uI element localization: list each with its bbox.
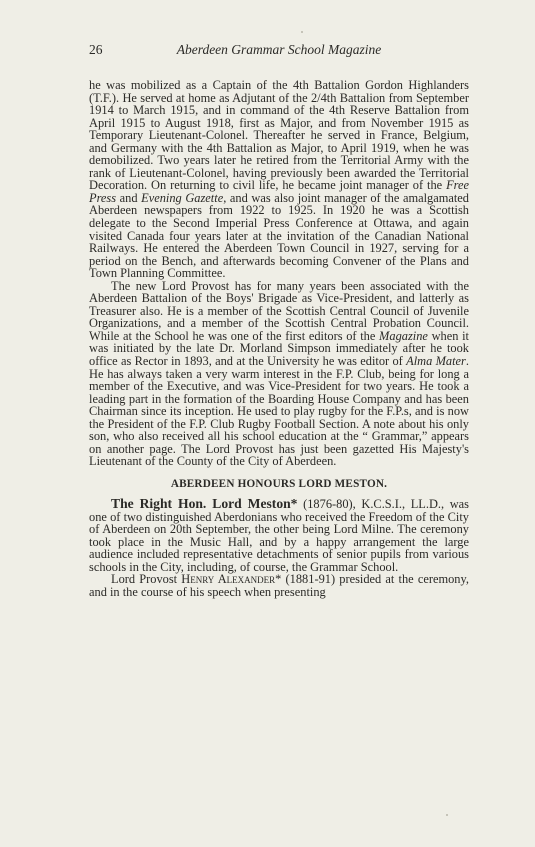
text-run: when it was initiated by the late Dr. Morland Simpson immediately after he took office as Rector in 1893, and at the University he was editor of: [89, 328, 470, 369]
paper-speck: [446, 814, 448, 816]
publication-title-magazine: Magazine: [379, 328, 428, 343]
paragraph-civic-activities: [89, 280, 469, 468]
text-run: . He has always taken a very warm interest in the F.P. Club, being for long a member of the Executive, and was Vice-President for two years. He took a leading part in the formation of the Boarding House Company and has been Chairman since its inception. He used to play rugby for the F.P.s, and is now the President of the F.P. Club Rugby Football Section. A note about his only son, who also received all his school education at the “ Grammar,” appears on another page. The Lord Provost has just been gazetted His Majesty's Lieutenant of the County of the City of Aberdeen.: [89, 354, 469, 469]
text-run: and: [116, 190, 142, 205]
paragraph-lord-provost: [89, 573, 469, 598]
paper-speck: [301, 31, 303, 33]
text-run: (1876-80), K.C.S.I., LL.D., was one of two distinguished Aberdonians who received the Freedom of the City of Aberdeen on 20th September, the other being Lord Milne. The ceremony took place in the Music Hall, and by a happy arrangement the large audience included representative detachments of senior pupils from various schools in the City, including, of course, the Grammar School.: [89, 496, 470, 574]
name-henry-alexander: Henry Alexander*: [181, 572, 282, 587]
paragraph-military-career: [89, 79, 469, 280]
paragraph-lord-meston: [89, 495, 470, 574]
text-run: (1881-91) presided at the ceremony, and in the course of his speech when presenting: [89, 572, 469, 599]
article-body: [89, 79, 469, 598]
newspaper-title-free-press: Free Press: [89, 178, 469, 205]
newspaper-title-evening-gazette: Evening Gazette: [141, 190, 224, 205]
lead-name-lord-meston: The Right Hon. Lord Meston*: [111, 495, 298, 511]
page-header: [89, 42, 469, 62]
publication-title-alma-mater: Alma Mater: [406, 354, 466, 369]
text-run: The new Lord Provost has for many years been associated with the Aberdeen Battalion of the Boys' Brigade as Vice-President, and latterly as Treasurer also. He is a member of the Scottish Central Council of Juvenile Organizations, and a member of the Scottish Central Probation Council. While at the School he was one of the first editors of the: [89, 278, 469, 343]
section-heading: ABERDEEN HONOURS LORD MESTON.: [170, 477, 388, 490]
text-run: , and was also joint manager of the amalgamated Aberdeen newspapers from 1922 to 1925. In 1920 he was a Scottish delegate to the Second Imperial Press Conference at Ottawa, and again visited Canada four years later at the invitation of the Canadian National Railways. He entered the Aberdeen Town Council in 1927, serving for a period on the Bench, and afterwards becoming Convener of the Plans and Town Planning Committee.: [89, 190, 470, 281]
text-run: he was mobilized as a Captain of the 4th Battalion Gordon Highlanders (T.F.). He served at home as Adjutant of the 2/4th Battalion from September 1914 to March 1915, and in command of the 4th Reserve Battalion from April 1915 to August 1918, first as Major, and from November 1915 as Temporary Lieutenant-Colonel. Thereafter he served in France, Belgium, and Germany with the 4th Battalion as Major, to April 1919, when he was demobilized. Two years later he retired from the Territorial Army with the rank of Lieutenant-Colonel, having previously been awarded the Territorial Decoration. On returning to civil life, he became joint manager of the: [89, 78, 469, 193]
page-number: 26: [89, 42, 103, 57]
running-title: Aberdeen Grammar School Magazine: [176, 42, 382, 57]
text-run: Lord Provost: [111, 572, 182, 587]
